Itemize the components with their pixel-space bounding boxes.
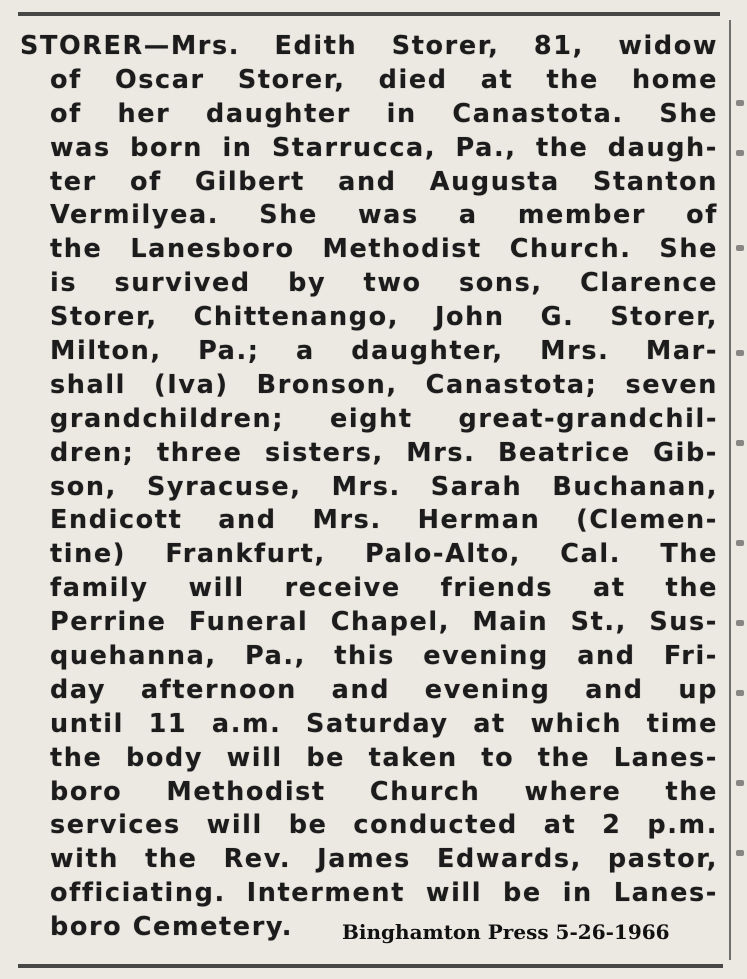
obituary-line: of Oscar Storer, died at the home xyxy=(50,64,718,95)
obituary-line: boro Cemetery. xyxy=(50,912,294,943)
obituary-line: family will receive friends at the xyxy=(50,573,718,604)
obituary-line: boro Methodist Church where the xyxy=(50,776,718,807)
obituary-line: with the Rev. James Edwards, pastor, xyxy=(50,844,718,875)
obituary-line: the body will be taken to the Lanes- xyxy=(50,742,718,773)
obituary-line: is survived by two sons, Clarence xyxy=(50,268,718,299)
obituary-line: was born in Starrucca, Pa., the daugh- xyxy=(50,132,718,163)
obituary-line: ter of Gilbert and Augusta Stanton xyxy=(50,166,718,197)
obituary-line: Perrine Funeral Chapel, Main St., Sus- xyxy=(50,607,718,638)
column-rule xyxy=(729,20,731,960)
obituary-line: quehanna, Pa., this evening and Fri- xyxy=(50,641,718,672)
obituary-line: Storer, Chittenango, John G. Storer, xyxy=(50,302,718,333)
obituary-line: STORER—Mrs. Edith Storer, 81, widow xyxy=(20,31,718,61)
obituary-line: dren; three sisters, Mrs. Beatrice Gib- xyxy=(50,437,718,468)
adjacent-column-fragments xyxy=(736,20,746,960)
top-rule xyxy=(18,12,720,16)
obituary-line: son, Syracuse, Mrs. Sarah Buchanan, xyxy=(50,471,718,502)
obituary-line: services will be conducted at 2 p.m. xyxy=(50,810,718,841)
obituary-line: Milton, Pa.; a daughter, Mrs. Mar- xyxy=(50,336,718,367)
obituary-text xyxy=(20,30,718,945)
source-credit: Binghamton Press 5-26-1966 xyxy=(342,920,670,944)
obituary-line: until 11 a.m. Saturday at which time xyxy=(50,708,718,739)
obituary-line: Vermilyea. She was a member of xyxy=(50,200,718,231)
obituary-line: of her daughter in Canastota. She xyxy=(50,98,718,129)
obituary-line: officiating. Interment will be in Lanes- xyxy=(50,878,718,909)
obituary-line: the Lanesboro Methodist Church. She xyxy=(50,234,718,265)
obituary-line: day afternoon and evening and up xyxy=(50,674,718,705)
obituary-line: grandchildren; eight great-grandchil- xyxy=(50,403,718,434)
obituary-line: shall (Iva) Bronson, Canastota; seven xyxy=(50,369,718,400)
obituary-line: Endicott and Mrs. Herman (Clemen- xyxy=(50,505,718,536)
bottom-rule xyxy=(18,964,723,968)
obituary-line: tine) Frankfurt, Palo-Alto, Cal. The xyxy=(50,539,718,570)
